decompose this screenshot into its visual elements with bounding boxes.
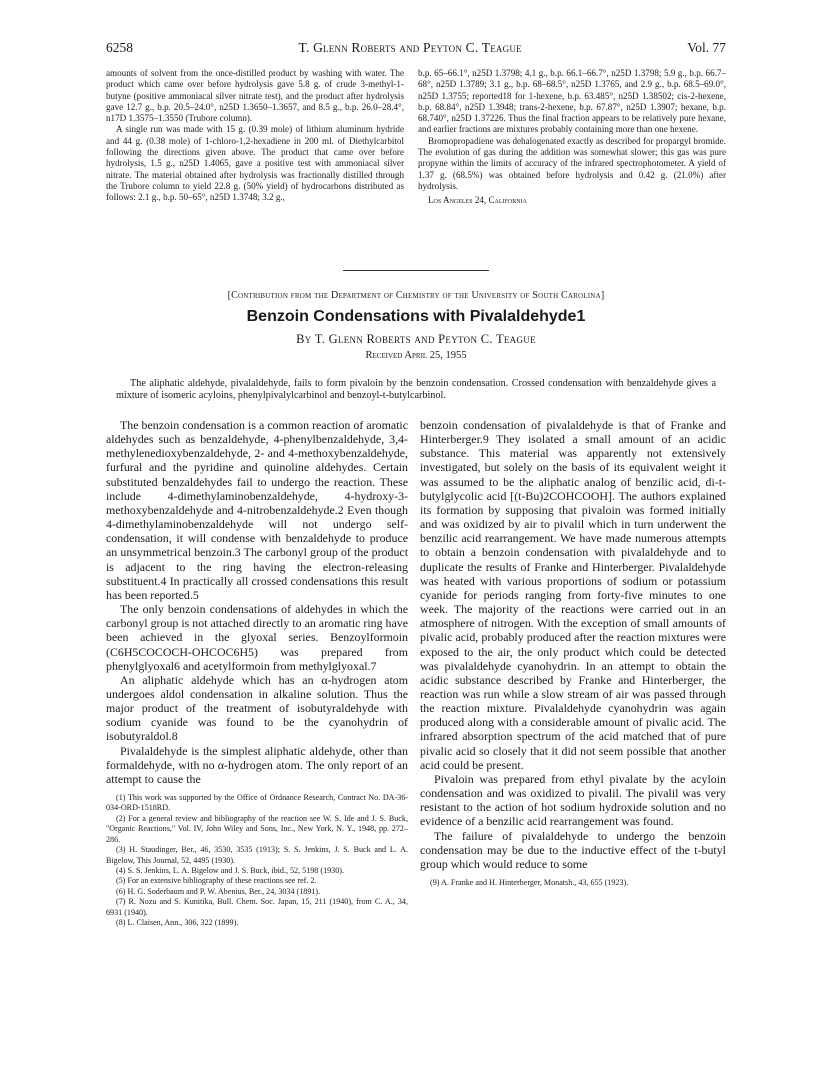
page-number: 6258 — [106, 40, 133, 55]
paragraph: Pivalaldehyde is the simplest aliphatic aldehyde, other than formaldehyde, with no α-hydrogen atom. The only report of an attempt to cause the — [106, 743, 408, 786]
footnote: (7) R. Nozu and S. Kunitika, Bull. Chem. Soc. Japan, 15, 211 (1940), from C. A., 34, 6931 (1940). — [106, 897, 408, 917]
section-divider — [343, 270, 489, 271]
received-date: Received April 25, 1955 — [365, 350, 467, 361]
prev-article-left-column — [106, 68, 404, 204]
paragraph: b.p. 65–66.1°, n25D 1.3798; 4.1 g., b.p. 66.1–66.7°, n25D 1.3798; 5.9 g., b.p. 66.7–68°, n25D 1.3789; 3.1 g., b.p. 68–68.5°, n25D 1.3765, and 2.9 g., b.p. 68.5–69.0°, n25D 1.3755; reported18 for 1-hexene, b.p. 63.485°, n25D 1.38502; cis-2-hexene, b.p. 68.84°, n25D 1.3948; trans-2-hexene, b.p. 67.87°, n25D 1.3907; hexane, b.p. 68.740°, n25D 1.37226. Thus the final fraction appears to be relatively pure hexane, and earlier fractions are mixtures probably containing more than one hexene. — [418, 68, 726, 135]
paragraph: Pivaloin was prepared from ethyl pivalate by the acyloin condensation and was oxidized to pivalil. The pivalil was very resistant to the action of hot sodium hydroxide solution and no evidence of a benzilic acid rearrangement was found. — [420, 771, 726, 829]
footnotes-left — [106, 793, 408, 928]
footnote: (1) This work was supported by the Office of Ordnance Research, Contract No. DA-36-034-ORD-1518RD. — [106, 793, 408, 813]
footnote: (5) For an extensive bibliography of these reactions see ref. 2. — [116, 876, 317, 886]
body-left-column — [106, 418, 408, 928]
contribution-line: [Contribution from the Department of Chemistry of the University of South Carolina] — [227, 290, 605, 301]
author-location: Los Angeles 24, California — [428, 195, 527, 206]
paragraph: A single run was made with 15 g. (0.39 mole) of lithium aluminum hydride and 44 g. (0.38 mole) of 1-chloro-1,2-hexadiene in 200 ml. of Diethylcarbitol following the directions given above. The product that came over before hydrolysis, 1.5 g., n25D 1.4065, gave a positive test with ammoniacal silver nitrate. The material obtained after hydrolysis was fractionally distilled through the Trubore column to yield 22.8 g. (50% yield) of hydrocarbons distributed as follows: 2.1 g., b.p. 50–65°, n25D 1.3748; 3.2 g., — [106, 124, 404, 203]
footnote: (4) S. S. Jenkins, L. A. Bigelow and J. S. Buck, ibid., 52, 5198 (1930). — [116, 865, 344, 875]
footnote: (6) H. G. Soderbaum and P. W. Abenius, Ber., 24, 3034 (1891). — [116, 886, 321, 896]
paragraph: The benzoin condensation is a common reaction of aromatic aldehydes such as benzaldehyde, 4-phenylbenzaldehyde, 3,4-methylenedioxybenzaldehyde, 2- and 4-methoxybenzaldehyde, furfural and the pyridine and quinoline aldehydes. Certain substituted benzaldehydes fail to undergo the reaction. These include 4-dimethylaminobenzaldehyde, 4-hydroxy-3-methoxybenzaldehyde and 4-nitrobenzaldehyde.2 Even though 4-dimethylaminobenzaldehyde will not undergo self-condensation, it will condense with benzaldehyde to produce an unsymmetrical benzoin.3 The carbonyl group of the product is adjacent to the ring having the electron-releasing substituent.4 In practically all crossed condensations this result has been reported.5 — [106, 418, 408, 602]
paragraph: Bromopropadiene was dehalogenated exactly as described for propargyl bromide. The evolution of gas during the addition was somewhat slower; this gas was pure propyne within the limits of accuracy of the infrared spectrophotometer. A yield of 1.37 g. (68.5%) was obtained before hydrolysis and 0.42 g. (21.0%) after hydrolysis. — [418, 135, 726, 191]
running-title: T. Glenn Roberts and Peyton C. Teague — [298, 40, 522, 55]
paragraph: benzoin condensation of pivalaldehyde is that of Franke and Hinterberger.9 They isolated a small amount of an acidic substance. This material was apparently not extensively investigated, but solely on the basis of its equivalent weight it was assumed to be the aliphatic analog of benzilic acid, di-t-butylglycolic acid [(t-Bu)2COHCOOH]. The authors explained its formation by supposing that pivaloin was formed initially and was oxidized by air to pivalil which in turn underwent the benzilic acid rearrangement. We have made numerous attempts to obtain a benzoin condensation with pivalaldehyde and to duplicate the results of Franke and Hinterberger. Pivalaldehyde was heated with various proportions of sodium or potassium cyanide for periods ranging from forty-five minutes to one week. The majority of the reactions were carried out in an atmosphere of nitrogen. With the exception of small amounts of pivalic acid, probably produced after the reaction mixtures were exposed to the air, the only product which could be detected was pivalaldehyde cyanohydrin. In an attempt to obtain the acidic substance described by Franke and Hinterberger, the reaction was run while a slow stream of air was passed through the reaction mixture. Pivalaldehyde cyanohydrin was again produced along with a considerable amount of pivalic acid. The infrared absorption spectrum of the acid matched that of pure pivalic acid so closely that it did not seem possible that another acid could be present. — [420, 418, 726, 772]
body-right-column — [420, 418, 726, 888]
paragraph: The failure of pivalaldehyde to undergo the benzoin condensation may be due to the inductive effect of the t-butyl group which would reduce to some — [420, 828, 726, 871]
footnote: (8) L. Claisen, Ann., 306, 322 (1899). — [116, 917, 239, 927]
article-title: Benzoin Condensations with Pivalaldehyde1 — [246, 308, 586, 325]
volume-label: Vol. 77 — [687, 40, 726, 55]
abstract: The aliphatic aldehyde, pivalaldehyde, fails to form pivaloin by the benzoin condensation. Crossed condensation with benzaldehyde gives a mixture of isomeric acyloins, phenylpivalylcarbinol and benzoyl-t-butylcarbinol. — [116, 378, 716, 402]
prev-article-right-column — [418, 68, 726, 207]
running-head — [106, 40, 726, 56]
footnote: (3) H. Staudinger, Ber., 46, 3530, 3535 (1913); S. S. Jenkins, J. S. Buck and L. A. Bigelow, This Journal, 52, 4495 (1930). — [106, 845, 408, 865]
paragraph: amounts of solvent from the once-distilled product by washing with water. The product which came over before hydrolysis gave 5.8 g. of crude 3-methyl-1-butyne (positive ammoniacal silver nitrate test), and the product after hydrolysis gave 12.7 g., b.p. 20.5–24.0°, n25D 1.3650–1.3657, and 8.5 g., b.p. 26.0–28.4°, n17D 1.3575–1.3550 (Trubore column). — [106, 68, 404, 124]
paragraph: An aliphatic aldehyde which has an α-hydrogen atom undergoes aldol condensation in alkaline solution. Thus the major product of the treatment of isobutyraldehyde with sodium cyanide was found to be the cyanohydrin of isobutyraldol.8 — [106, 672, 408, 744]
paragraph: The only benzoin condensations of aldehydes in which the carbonyl group is not attached directly to an aromatic ring have been achieved in the glyoxal series. Benzoylformoin (C6H5COCOCH-OHCOC6H5) was prepared from phenylglyoxal6 and acetylformoin from methylglyoxal.7 — [106, 602, 408, 673]
author-line: By T. Glenn Roberts and Peyton C. Teague — [296, 332, 536, 346]
footnote: (9) A. Franke and H. Hinterberger, Monatsh., 43, 655 (1923). — [430, 878, 629, 887]
footnotes-right — [420, 878, 726, 888]
footnote: (2) For a general review and bibliography of the reaction see W. S. Ide and J. S. Buck, "Organic Reactions," Vol. IV, John Wiley and Sons, Inc., New York, N. Y., 1948, pp. 272–286. — [106, 813, 408, 844]
